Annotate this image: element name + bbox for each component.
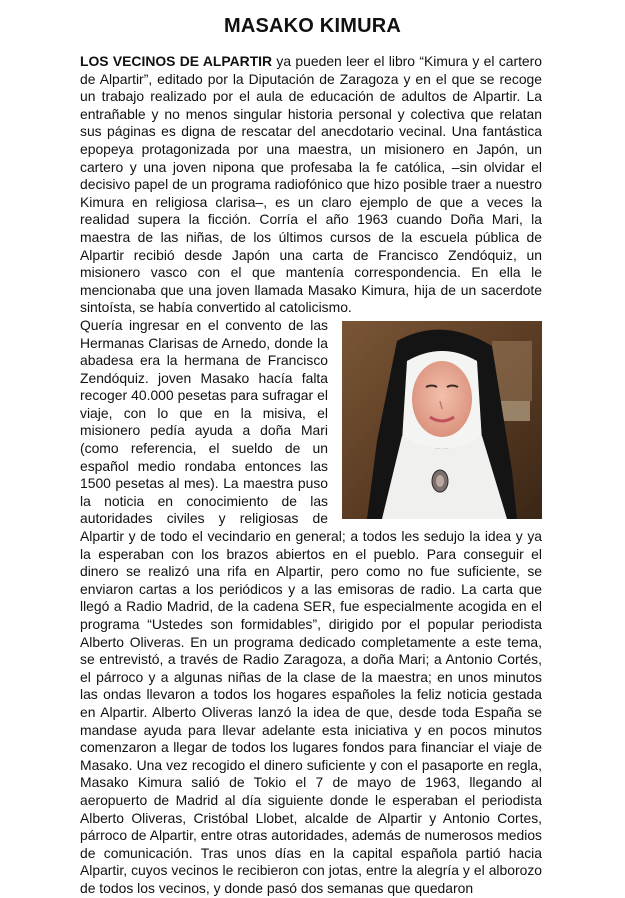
article-continued-text: Quería ingresar en el convento de las Hermanas Clarisas de Arnedo, donde la abadesa era la hermana de Francisco Zendóquiz. joven Masako hacía falta recoger 40.000 pesetas para sufragar el viaje, con lo que en la misiva, el misionero pedía ayuda a doña Mari (como referencia, el sueldo de un español medio rondaba entonces las 1500 pesetas al mes). La maestra puso la noticia en conocimiento de las autoridades civiles y religiosas de Alpartir y de todo el vecindario en general; a todos les sedujo la idea y ya la esperaban con los brazos abiertos en el pueblo. Para conseguir el dinero se realizó una rifa en Alpartir, pero como no fue suficiente, se enviaron cartas a los periódicos y a las emisoras de radio. La carta que llegó a Radio Madrid, de la cadena SER, fue especialmente acogida en el programa “Ustedes son formidables”, dirigido por el popular periodista Alberto Oliveras. En un programa dedicado completamente a este tema, se entrevistó, a través de Radio Zaragoza, a doña Mari; a Antonio Cortés, el párroco y a algunas niñas de la clase de la maestra; en unos minutos las ondas llevaron a todos los hogares españoles la feliz noticia gestada en Alpartir. Alberto Oliveras lanzó la idea de que, desde toda España se mandase ayuda para llevar adelante esta iniciativa y en pocos minutos comenzaron a llegar de todos los lugares fondos para financiar el viaje de Masako. Una vez recogido el dinero suficiente y con el pasaporte en regla, Masako Kimura salió de Tokio el 7 de mayo de 1963, llegando al aeropuerto de Madrid al día siguiente donde le esperaban el periodista Alberto Oliveras, Cristóbal Llobet, alcalde de Alpartir y Antonio Cortes, párroco de Alpartir, entre otras autoridades, además de numerosos medios de comunicación. Tras unos días en la capital española partió hacia Alpartir, cuyos vecinos le recibieron con jotas, entre la alegría y el alborozo de todos los vecinos, y donde pasó dos semanas que quedaron bbox=[80, 316, 542, 896]
article-intro-text: ya pueden leer el libro “Kimura y el cartero de Alpartir”, editado por la Diputación de Zaragoza y en el que se recoge un trabajo realizado por el aula de educación de adultos de Alpartir. La entrañable y no menos singular historia personal y colectiva que relatan sus páginas es digna de rescatar del anecdotario vecinal. Una fantástica epopeya protagonizada por una maestra, un misionero en Japón, un cartero y una joven nipona que profesaba la fe católica, –sin olvidar el decisivo papel de un programa radiofónico que hizo posible traer a nuestro Kimura en religiosa clarisa–, es un claro ejemplo de que a veces la realidad supera la ficción. Corría el año 1963 cuando Doña Mari, la maestra de las niñas, de los últimos cursos de la escuela pública de Alpartir recibió desde Japón una carta de Francisco Zendóquiz, un misionero vasco con el que mantenía correspondencia. En ella le mencionaba que una joven llamada Masako Kimura, hija de un sacerdote sintoísta, se había convertido al catolicismo. bbox=[80, 53, 543, 316]
nun-portrait-image bbox=[342, 321, 542, 519]
article-lead: LOS VECINOS DE ALPARTIR bbox=[80, 53, 273, 69]
article-body bbox=[80, 53, 542, 898]
page-title: MASAKO KIMURA bbox=[223, 15, 402, 37]
nun-portrait-photo bbox=[342, 321, 542, 519]
